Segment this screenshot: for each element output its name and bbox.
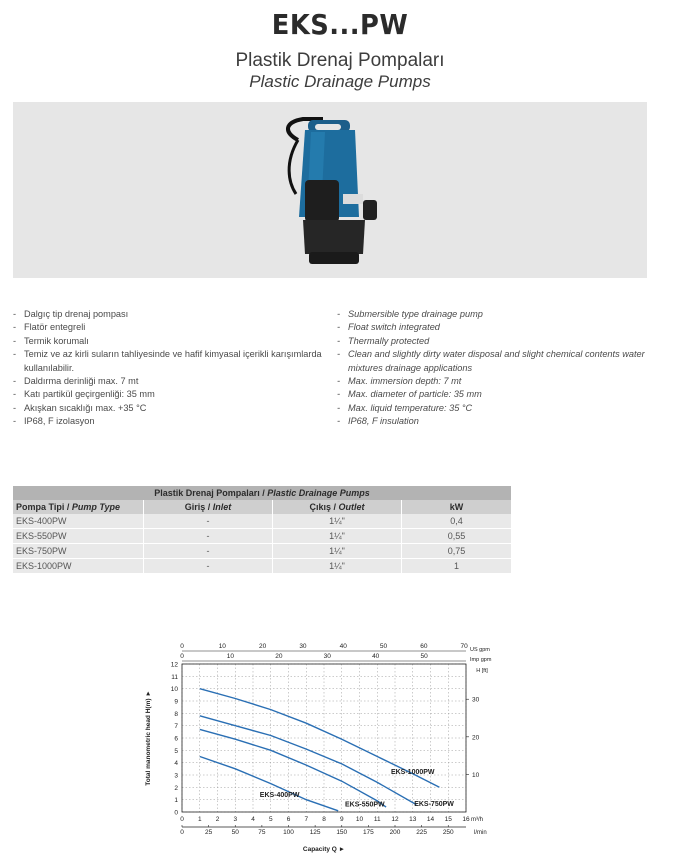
table-cell: 1¼" <box>273 529 402 544</box>
y-tick-label: 10 <box>170 686 178 694</box>
lmin-tick-label: 175 <box>362 829 374 836</box>
features-turkish <box>13 308 328 429</box>
lmin-tick-label: 225 <box>416 829 428 836</box>
spec-table <box>13 486 512 574</box>
feature-item: - Akışkan sıcaklığı max. +35 °C <box>13 402 328 415</box>
feature-item: - Max. diameter of particle: 35 mm <box>337 388 657 401</box>
usgpm-tick-label: 60 <box>420 643 428 650</box>
y-tick-label: 12 <box>170 661 178 669</box>
x-tick-label: 0 <box>180 816 184 823</box>
table-cell: 0,55 <box>402 529 512 544</box>
usgpm-tick-label: 40 <box>339 643 347 650</box>
x-tick-label: 16 <box>462 816 470 823</box>
feature-item: - Clean and slightly dirty water disposal and slight chemical contents water mixtures drainage applications <box>337 348 657 375</box>
performance-chart <box>140 640 510 854</box>
y-tick-label: 11 <box>171 673 178 681</box>
table-cell: 0,75 <box>402 544 512 559</box>
x-tick-label: 5 <box>268 816 273 823</box>
table-cell: EKS-400PW <box>13 514 144 529</box>
table-cell: EKS-1000PW <box>13 559 144 574</box>
features-english <box>337 308 657 429</box>
lmin-unit-label: l/min <box>474 830 487 836</box>
feature-item: - Temiz ve az kirli suların tahliyesinde ve hafif kimyasal içerikli karışımlarda kullanılabilir. <box>13 348 328 375</box>
lmin-tick-label: 75 <box>258 829 266 836</box>
impgpm-tick-label: 30 <box>323 653 331 660</box>
table-row <box>13 529 512 544</box>
y-tick-label: 1 <box>174 797 178 805</box>
series-label: EKS-750PW <box>414 800 454 808</box>
usgpm-tick-label: 0 <box>180 643 184 650</box>
column-header-outlet: Çıkış / Outlet <box>273 500 402 514</box>
y-tick-label: 2 <box>174 784 178 792</box>
table-cell: 1¼" <box>273 544 402 559</box>
y-tick-label: 6 <box>174 735 178 743</box>
series-label: EKS-400PW <box>259 792 300 800</box>
product-photo <box>13 102 647 278</box>
feature-item: - Float switch integrated <box>337 321 657 334</box>
feature-item: - Dalgıç tip drenaj pompası <box>13 308 328 321</box>
feature-item: - Submersible type drainage pump <box>337 308 657 321</box>
usgpm-tick-label: 50 <box>379 643 388 650</box>
column-header-kw: kW <box>402 500 512 514</box>
impgpm-tick-label: 0 <box>180 653 184 660</box>
table-caption: Plastik Drenaj Pompaları / Plastic Drainage Pumps <box>13 486 512 500</box>
x-tick-label: 15 <box>444 816 452 823</box>
subtitle-english: Plastic Drainage Pumps <box>249 72 431 91</box>
table-cell: - <box>144 514 273 529</box>
table-cell: 1¼" <box>273 559 402 574</box>
column-header-inlet: Giriş / Inlet <box>144 500 273 514</box>
lmin-tick-label: 200 <box>389 829 401 836</box>
x-tick-label: 7 <box>304 816 309 823</box>
table-cell: 1¼" <box>273 514 402 529</box>
lmin-tick-label: 125 <box>309 829 321 836</box>
x-tick-label: 9 <box>339 816 344 823</box>
table-cell: EKS-750PW <box>13 544 144 559</box>
feature-item: - Flatör entegreli <box>13 321 328 334</box>
y-tick-label: 3 <box>174 772 178 780</box>
feature-item: - Thermally protected <box>337 335 657 348</box>
usgpm-tick-label: 10 <box>218 643 226 650</box>
feature-item: - Termik korumalı <box>13 335 328 348</box>
x-unit-label: m³/h <box>471 817 483 823</box>
x-tick-label: 14 <box>426 816 435 823</box>
table-cell: - <box>144 559 273 574</box>
x-axis-title: Capacity Q ► <box>302 846 346 853</box>
y-tick-label: 5 <box>174 747 178 755</box>
usgpm-tick-label: 30 <box>299 643 307 650</box>
lmin-tick-label: 0 <box>180 829 184 836</box>
lmin-tick-label: 250 <box>442 829 454 836</box>
x-tick-label: 12 <box>391 816 399 823</box>
impgpm-unit-label: Imp gpm <box>470 657 492 663</box>
table-row <box>13 559 512 574</box>
ft-tick-label: 10 <box>472 771 480 779</box>
y-tick-label: 7 <box>174 723 178 731</box>
x-tick-label: 3 <box>233 816 238 823</box>
feature-item: - IP68, F izolasyon <box>13 415 328 428</box>
x-tick-label: 11 <box>373 816 381 823</box>
x-tick-label: 10 <box>355 816 364 823</box>
table-cell: 0,4 <box>402 514 512 529</box>
y-tick-label: 4 <box>174 760 178 768</box>
y-tick-label: 0 <box>174 809 178 817</box>
lmin-tick-label: 50 <box>231 829 239 836</box>
lmin-tick-label: 25 <box>205 829 213 836</box>
table-cell: - <box>144 544 273 559</box>
x-tick-label: 4 <box>251 816 255 823</box>
feature-item: - IP68, F insulation <box>337 415 657 428</box>
pump-image <box>13 102 647 278</box>
table-row <box>13 514 512 529</box>
usgpm-tick-label: 20 <box>259 643 267 650</box>
usgpm-tick-label: 70 <box>460 643 468 650</box>
impgpm-tick-label: 10 <box>226 653 235 660</box>
table-cell: EKS-550PW <box>13 529 144 544</box>
feature-item: - Max. immersion depth: 7 mt <box>337 375 657 388</box>
table-cell: - <box>144 529 273 544</box>
x-tick-label: 1 <box>197 816 202 823</box>
ft-tick-label: 20 <box>472 734 480 742</box>
impgpm-tick-label: 20 <box>275 653 283 660</box>
impgpm-tick-label: 50 <box>420 653 428 660</box>
feature-item: - Max. liquid temperature: 35 °C <box>337 402 657 415</box>
usgpm-unit-label: US gpm <box>470 647 490 653</box>
series-line-eks-400pw <box>200 757 338 811</box>
page-title: EKS...PW <box>271 8 409 41</box>
lmin-tick-label: 150 <box>336 829 348 836</box>
subtitle-turkish: Plastik Drenaj Pompaları <box>235 50 445 71</box>
y-axis-title: Total manometric head H(m) ► <box>145 690 152 786</box>
series-label: EKS-1000PW <box>390 768 435 776</box>
y-tick-label: 8 <box>174 710 178 718</box>
x-tick-label: 2 <box>215 816 220 823</box>
x-tick-label: 13 <box>409 816 417 823</box>
x-tick-label: 8 <box>322 816 326 823</box>
x-tick-label: 6 <box>286 816 291 823</box>
ft-tick-label: 30 <box>472 696 480 704</box>
y-tick-label: 9 <box>174 698 178 706</box>
ft-unit-label: H [ft] <box>476 668 488 674</box>
series-label: EKS-550PW <box>344 801 385 809</box>
table-row <box>13 544 512 559</box>
feature-item: - Daldırma derinliği max. 7 mt <box>13 375 328 388</box>
feature-item: - Katı partikül geçirgenliği: 35 mm <box>13 388 328 401</box>
table-cell: 1 <box>402 559 512 574</box>
impgpm-tick-label: 40 <box>372 653 380 660</box>
lmin-tick-label: 100 <box>283 829 294 836</box>
column-header-pump-type: Pompa Tipi / Pump Type <box>13 500 144 514</box>
